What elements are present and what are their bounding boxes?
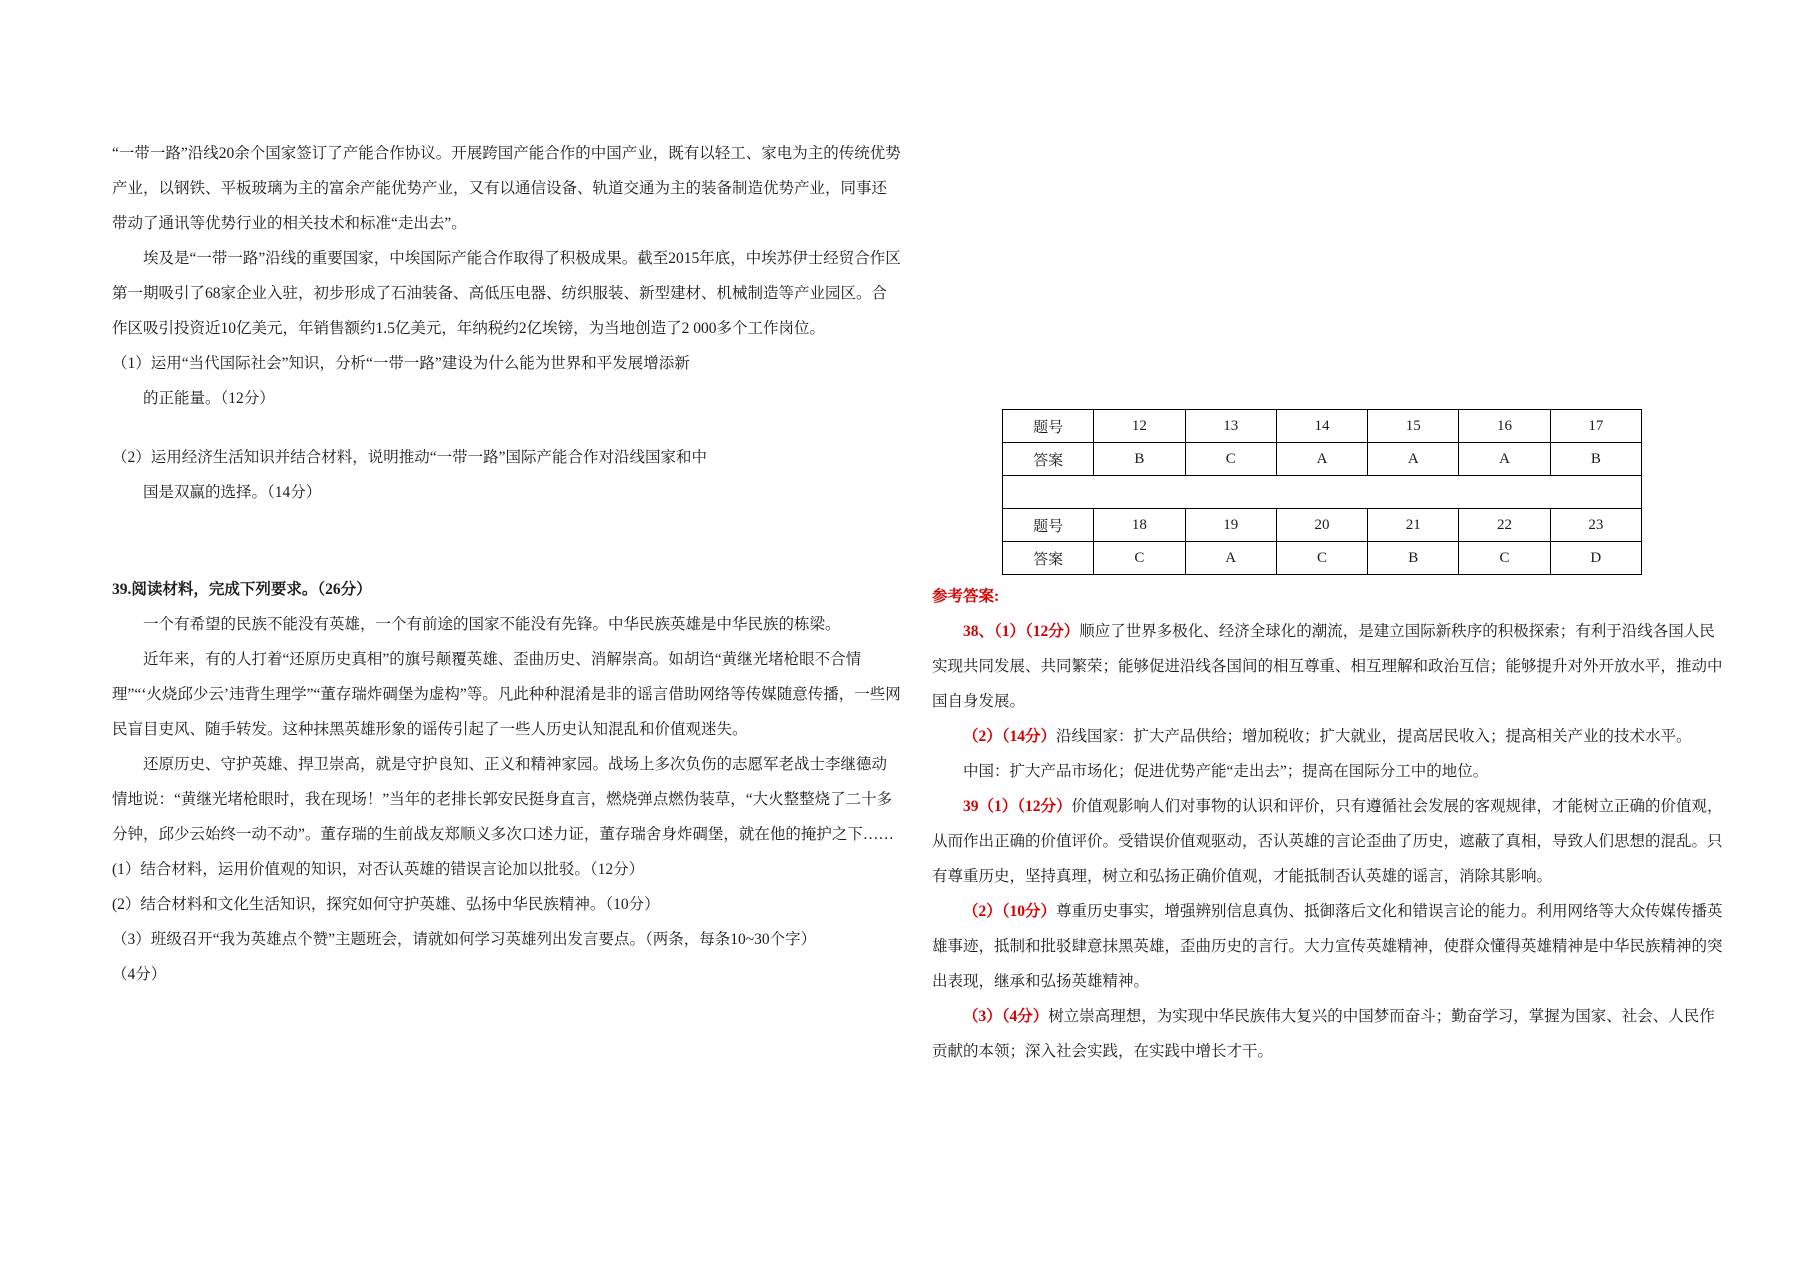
table-header-cell: 题号 [1003,410,1094,443]
question-number-cell: 12 [1094,410,1185,443]
answer-39-1 [932,789,1724,894]
answer-38-2 [932,719,1724,754]
table-header-cell: 答案 [1003,542,1094,575]
question-number-cell: 20 [1276,509,1367,542]
answer-cell: A [1368,443,1459,476]
answer-39-3-text: 树立崇高理想，为实现中华民族伟大复兴的中国梦而奋斗；勤奋学习，掌握为国家、社会、人民作贡献的本领；深入社会实践，在实践中增长才干。 [932,1008,1715,1060]
blank-cell [1003,476,1642,509]
answer-39-1-mark: 39（1）（12分） [963,798,1072,815]
question-number-cell: 18 [1094,509,1185,542]
answer-39-2-mark: （2）（10分） [963,903,1057,920]
answer-cell: B [1550,443,1641,476]
question-number-cell: 17 [1550,410,1641,443]
question-number-cell: 23 [1550,509,1641,542]
question-39-3-points: （4分） [112,966,167,983]
table-header-cell: 答案 [1003,443,1094,476]
table-row [1003,509,1642,542]
question-number-cell: 13 [1185,410,1276,443]
q39-material-3: 还原历史、守护英雄、捍卫崇高，就是守护良知、正义和精神家园。战场上多次负伤的志愿军老战士李继德动情地说：“黄继光堵枪眼时，我在现场！”当年的老排长郭安民挺身直言，燃烧弹点燃伪装草，“大火整整烧了二十多分钟，邱少云始终一动不动”。董存瑞的生前战友郑顺义多次口述力证，董存瑞舍身炸碉堡，就在他的掩护之下…… [112,756,894,843]
answer-39-2 [932,894,1724,999]
reference-answers [932,579,1724,1069]
question-39-2: (2）结合材料和文化生活知识，探究如何守护英雄、弘扬中华民族精神。（10分） [112,896,660,913]
question-38-2-line2: 国是双赢的选择。（14分） [143,484,322,501]
table-row [1003,542,1642,575]
answer-cell: C [1185,443,1276,476]
answer-cell: A [1459,443,1550,476]
answer-39-2-text: 尊重历史事实，增强辨别信息真伪、抵御落后文化和错误言论的能力。利用网络等大众传媒传播英雄事迹，抵制和批驳肆意抹黑英雄，歪曲历史的言行。大力宣传英雄精神，使群众懂得英雄精神是中华民族精神的突出表现，继承和弘扬英雄精神。 [932,903,1723,990]
answer-cell: D [1550,542,1641,575]
question-number-cell: 16 [1459,410,1550,443]
answer-38-2-text: 沿线国家：扩大产品供给；增加税收；扩大就业，提高居民收入；提高相关产业的技术水平。 [1056,728,1692,745]
table-row-blank [1003,476,1642,509]
question-number-cell: 14 [1276,410,1367,443]
answer-cell: B [1368,542,1459,575]
answer-38-2-mark: （2）（14分） [963,728,1057,745]
question-39-1: (1）结合材料，运用价值观的知识，对否认英雄的错误言论加以批驳。（12分） [112,861,645,878]
answer-38-1-text: 顺应了世界多极化、经济全球化的潮流，是建立国际新秩序的积极探索；有利于沿线各国人民实现共同发展、共同繁荣；能够促进沿线各国间的相互尊重、相互理解和政治互信；能够提升对外开放水平，推动中国自身发展。 [932,623,1723,710]
answer-39-1-text: 价值观影响人们对事物的认识和评价，只有遵循社会发展的客观规律，才能树立正确的价值观，从而作出正确的价值评价。受错误价值观驱动，否认英雄的言论歪曲了历史，遮蔽了真相，导致人们思想的混乱。只有尊重历史，坚持真理，树立和弘扬正确价值观，才能抵制否认英雄的谣言，消除其影响。 [932,798,1723,885]
question-number-cell: 21 [1368,509,1459,542]
answer-cell: C [1094,542,1185,575]
answer-cell: B [1094,443,1185,476]
answer-cell: A [1276,443,1367,476]
question-38-1-line1: （1）运用“当代国际社会”知识，分析“一带一路”建设为什么能为世界和平发展增添新 [112,355,690,372]
question-number-cell: 19 [1185,509,1276,542]
answer-39-3 [932,999,1724,1069]
question-38-1-line2: 的正能量。（12分） [143,390,275,407]
question-39-3: （3）班级召开“我为英雄点个赞”主题班会，请就如何学习英雄列出发言要点。（两条，每条10~30个字） [112,931,817,948]
table-header-cell: 题号 [1003,509,1094,542]
answer-38-1-mark: 38、（1）（12分） [963,623,1080,640]
answer-cell: A [1185,542,1276,575]
reference-heading: 参考答案: [932,588,1000,605]
answer-38-2-china: 中国：扩大产品市场化；促进优势产能“走出去”；提高在国际分工中的地位。 [963,763,1489,780]
question-39-title: 39.阅读材料，完成下列要求。（26分） [112,581,372,598]
question-number-cell: 22 [1459,509,1550,542]
q39-material-2: 近年来，有的人打着“还原历史真相”的旗号颠覆英雄、歪曲历史、消解崇高。如胡诌“黄继光堵枪眼不合情理”“‘火烧邱少云’违背生理学”“董存瑞炸碉堡为虚构”等。凡此种种混淆是非的谣言借助网络等传媒随意传播，一些网民盲目吏风、随手转发。这种抹黑英雄形象的谣传引起了一些人历史认知混乱和价值观迷失。 [112,651,901,738]
question-38-2-line1: （2）运用经济生活知识并结合材料，说明推动“一带一路”国际产能合作对沿线国家和中 [112,449,708,466]
answer-table [1002,409,1642,575]
answer-39-3-mark: （3）（4分） [963,1008,1049,1025]
answer-cell: C [1459,542,1550,575]
table-row [1003,443,1642,476]
material-paragraph-2: 埃及是“一带一路”沿线的重要国家，中埃国际产能合作取得了积极成果。截至2015年底，中埃苏伊士经贸合作区第一期吸引了68家企业入驻，初步形成了石油装备、高低压电器、纺织服装、新型建材、机械制造等产业园区。合作区吸引投资近10亿美元，年销售额约1.5亿美元，年纳税约2亿埃镑，为当地创造了2 000多个工作岗位。 [112,250,901,337]
left-column [112,136,902,992]
question-number-cell: 15 [1368,410,1459,443]
material-paragraph-1: “一带一路”沿线20余个国家签订了产能合作协议。开展跨国产能合作的中国产业，既有以轻工、家电为主的传统优势产业，以钢铁、平板玻璃为主的富余产能优势产业，又有以通信设备、轨道交通为主的装备制造优势产业，同事还带动了通讯等优势行业的相关技术和标准“走出去”。 [112,145,901,232]
table-row [1003,410,1642,443]
answer-38-1 [932,614,1724,719]
q39-material-1: 一个有希望的民族不能没有英雄，一个有前途的国家不能没有先锋。中华民族英雄是中华民族的栋梁。 [143,616,841,633]
answer-cell: C [1276,542,1367,575]
